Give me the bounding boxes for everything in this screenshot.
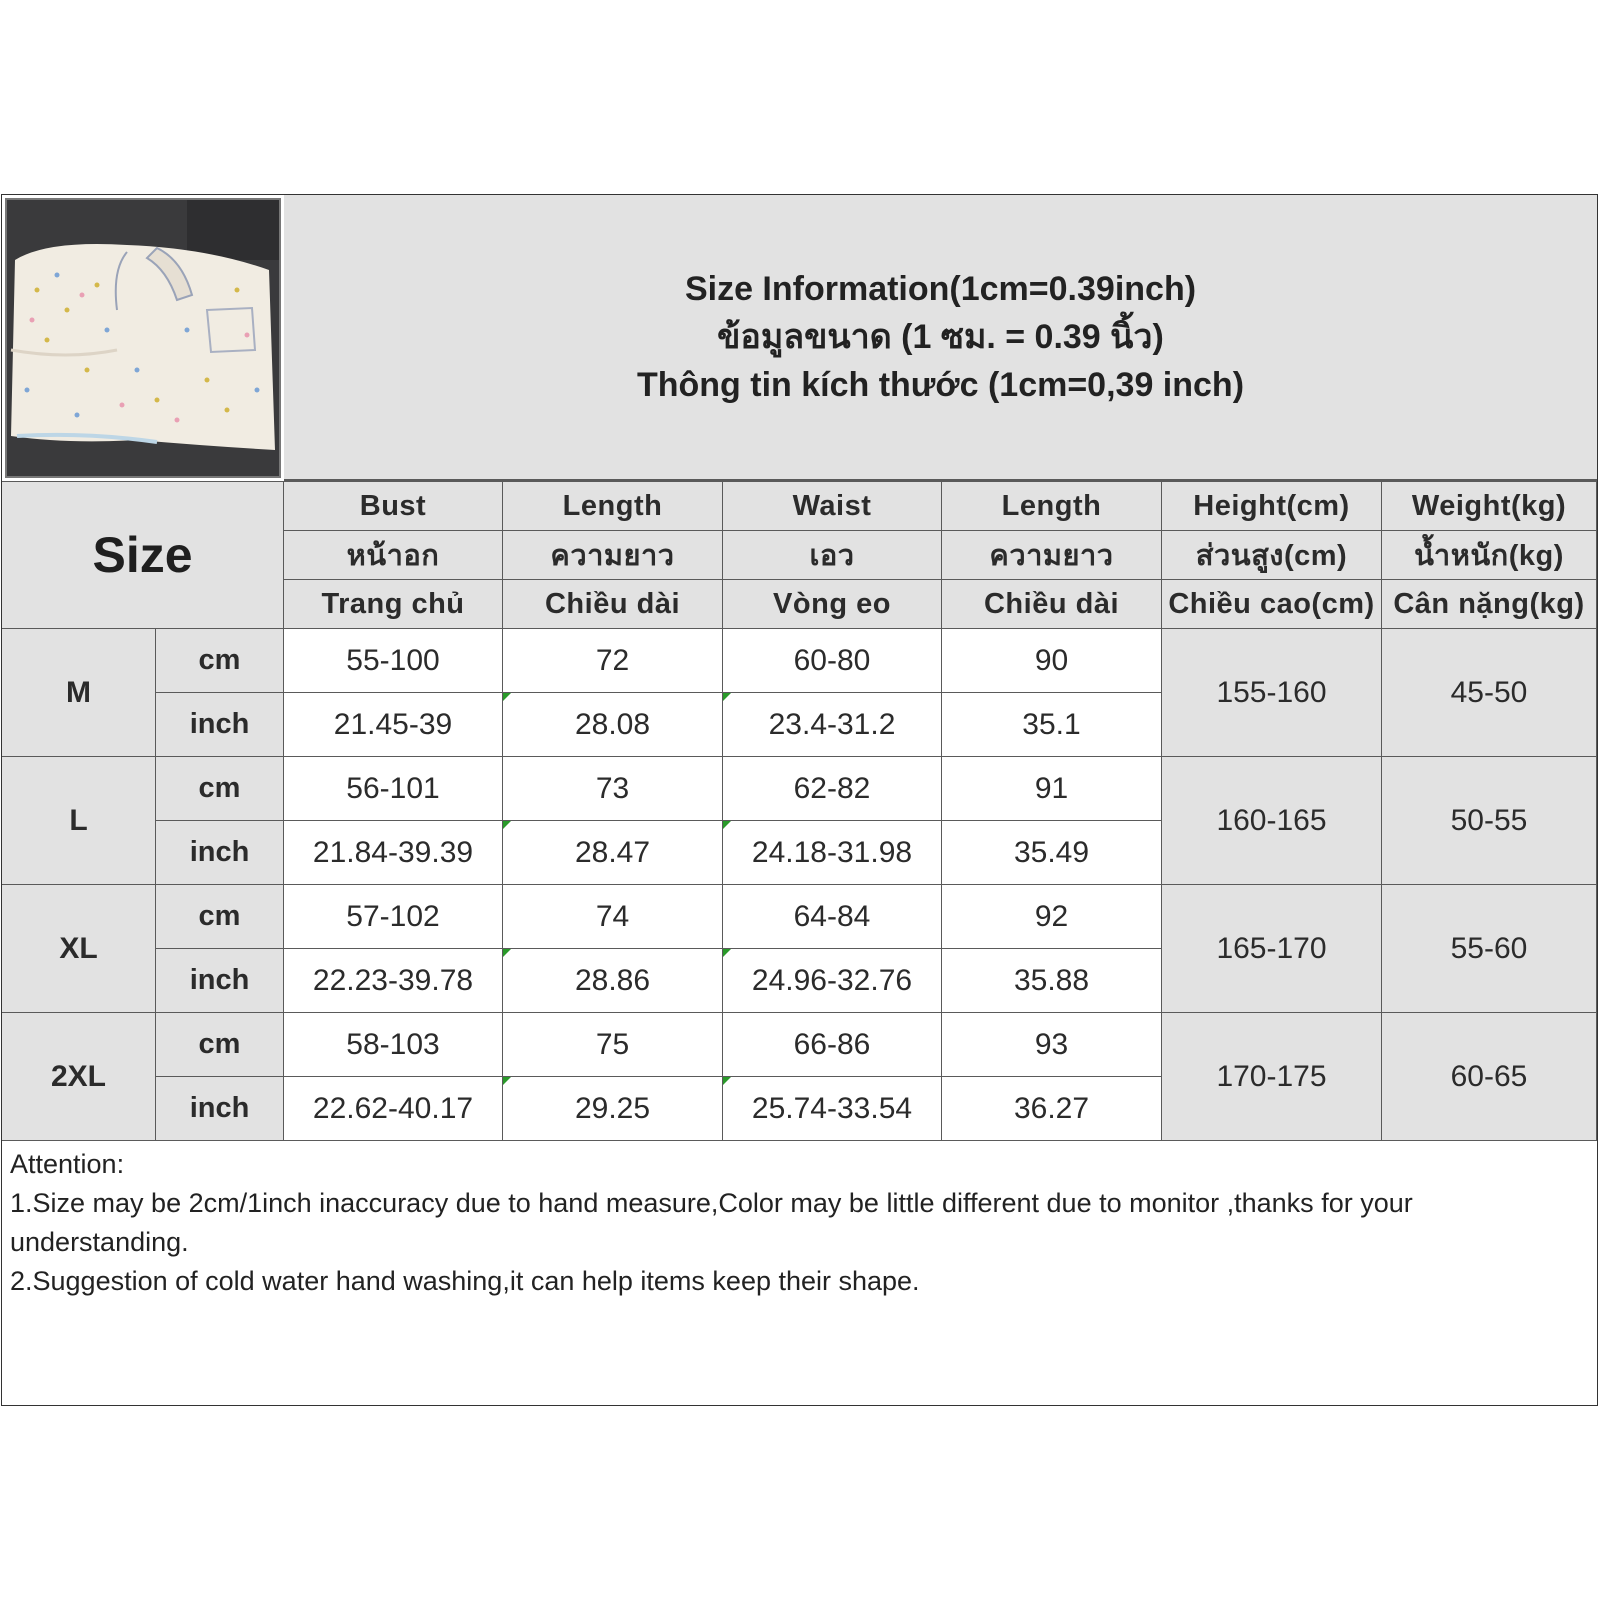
attention-notes — [2, 1143, 1597, 1405]
column-header-1-th: หน้าอก — [284, 531, 503, 580]
table-cell: 28.08 — [503, 693, 723, 757]
column-header-4-vi: Chiều dài — [942, 580, 1162, 629]
table-cell: 28.86 — [503, 949, 723, 1013]
cell-marker — [503, 1077, 511, 1085]
column-header-5-th: ส่วนสูง(cm) — [1162, 531, 1382, 580]
table-cell: 25.74-33.54 — [723, 1077, 942, 1141]
cell-marker — [723, 949, 731, 957]
weight-range-cell: 60-65 — [1382, 1013, 1597, 1141]
size-label: L — [2, 757, 156, 885]
column-header-5-en: Height(cm) — [1162, 481, 1382, 531]
table-cell: 72 — [503, 629, 723, 693]
column-header-6-en: Weight(kg) — [1382, 481, 1597, 531]
column-header-1-en: Bust — [284, 481, 503, 531]
table-cell: 35.88 — [942, 949, 1162, 1013]
table-cell: 22.62-40.17 — [284, 1077, 503, 1141]
title-vietnamese: Thông tin kích thước (1cm=0,39 inch) — [636, 366, 1245, 404]
table-cell: 23.4-31.2 — [723, 693, 942, 757]
column-header-6-th: น้ำหนัก(kg) — [1382, 531, 1597, 580]
column-header-2-en: Length — [503, 481, 723, 531]
size-header — [2, 481, 284, 629]
table-cell: 93 — [942, 1013, 1162, 1077]
column-header-4-th: ความยาว — [942, 531, 1162, 580]
height-range-cell: 160-165 — [1162, 757, 1382, 885]
unit-label-inch: inch — [156, 693, 284, 757]
unit-label-inch: inch — [156, 821, 284, 885]
table-cell: 92 — [942, 885, 1162, 949]
weight-range-cell: 50-55 — [1382, 757, 1597, 885]
table-cell: 58-103 — [284, 1013, 503, 1077]
unit-label-cm: cm — [156, 1013, 284, 1077]
size-label: 2XL — [2, 1013, 156, 1141]
cell-marker — [723, 693, 731, 701]
table-cell: 29.25 — [503, 1077, 723, 1141]
table-cell: 35.1 — [942, 693, 1162, 757]
table-cell: 24.18-31.98 — [723, 821, 942, 885]
unit-label-cm: cm — [156, 885, 284, 949]
size-label: XL — [2, 885, 156, 1013]
title-english: Size Information(1cm=0.39inch) — [684, 270, 1197, 308]
size-label: M — [2, 629, 156, 757]
table-cell: 66-86 — [723, 1013, 942, 1077]
table-cell: 28.47 — [503, 821, 723, 885]
table-cell: 74 — [503, 885, 723, 949]
title-thai: ข้อมูลขนาด (1 ซม. = 0.39 นิ้ว) — [717, 318, 1164, 356]
column-header-3-en: Waist — [723, 481, 942, 531]
table-cell: 21.45-39 — [284, 693, 503, 757]
pajama-shirt-image — [7, 200, 279, 476]
cell-marker — [503, 949, 511, 957]
cell-marker — [723, 821, 731, 829]
unit-label-inch: inch — [156, 1077, 284, 1141]
column-header-4-en: Length — [942, 481, 1162, 531]
table-cell: 56-101 — [284, 757, 503, 821]
weight-range-cell: 55-60 — [1382, 885, 1597, 1013]
size-header-label: Size — [92, 527, 193, 583]
column-header-3-vi: Vòng eo — [723, 580, 942, 629]
size-chart — [1, 194, 1598, 1406]
table-cell: 75 — [503, 1013, 723, 1077]
column-header-2-th: ความยาว — [503, 531, 723, 580]
column-header-1-vi: Trang chủ — [284, 580, 503, 629]
column-header-3-th: เอว — [723, 531, 942, 580]
cell-marker — [723, 1077, 731, 1085]
product-photo — [5, 198, 281, 478]
weight-range-cell: 45-50 — [1382, 629, 1597, 757]
unit-label-cm: cm — [156, 629, 284, 693]
table-cell: 90 — [942, 629, 1162, 693]
column-header-6-vi: Cân nặng(kg) — [1382, 580, 1597, 629]
table-cell: 57-102 — [284, 885, 503, 949]
cell-marker — [503, 821, 511, 829]
table-cell: 21.84-39.39 — [284, 821, 503, 885]
notes-item-1: 1.Size may be 2cm/1inch inaccuracy due to hand measure,Color may be little different due to monitor ,thanks for your understanding. — [10, 1188, 1413, 1257]
cell-marker — [503, 693, 511, 701]
table-cell: 24.96-32.76 — [723, 949, 942, 1013]
column-header-2-vi: Chiều dài — [503, 580, 723, 629]
table-cell: 36.27 — [942, 1077, 1162, 1141]
height-range-cell: 170-175 — [1162, 1013, 1382, 1141]
table-cell: 73 — [503, 757, 723, 821]
notes-heading: Attention: — [10, 1149, 125, 1179]
table-cell: 22.23-39.78 — [284, 949, 503, 1013]
height-range-cell: 165-170 — [1162, 885, 1382, 1013]
table-cell: 91 — [942, 757, 1162, 821]
table-cell: 60-80 — [723, 629, 942, 693]
table-cell: 35.49 — [942, 821, 1162, 885]
table-cell: 55-100 — [284, 629, 503, 693]
table-cell: 62-82 — [723, 757, 942, 821]
unit-label-cm: cm — [156, 757, 284, 821]
table-cell: 64-84 — [723, 885, 942, 949]
column-header-5-vi: Chiều cao(cm) — [1162, 580, 1382, 629]
unit-label-inch: inch — [156, 949, 284, 1013]
title-block — [284, 195, 1597, 481]
notes-item-2: 2.Suggestion of cold water hand washing,it can help items keep their shape. — [10, 1266, 920, 1296]
height-range-cell: 155-160 — [1162, 629, 1382, 757]
